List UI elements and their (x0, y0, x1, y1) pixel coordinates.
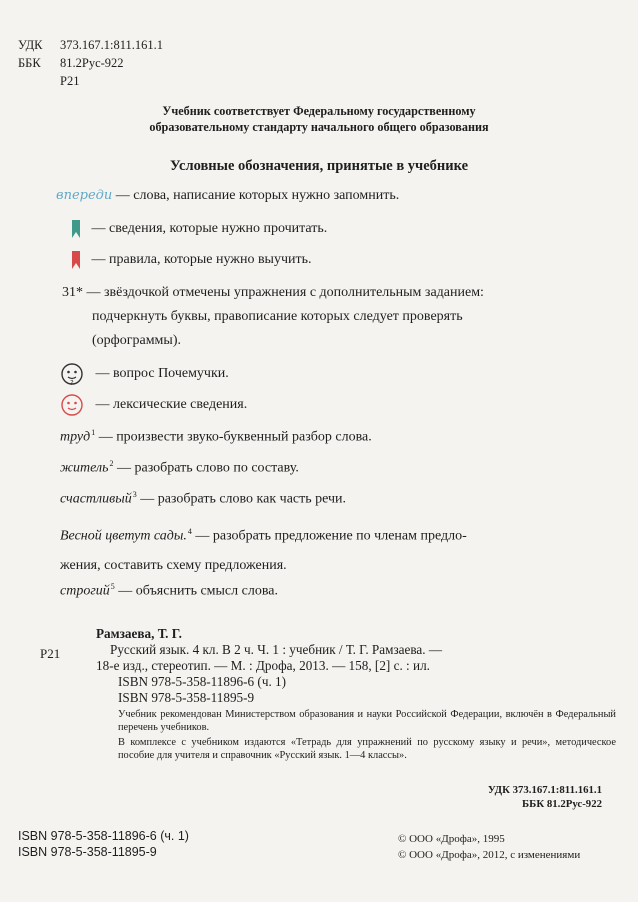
superscript: 1 (91, 428, 96, 437)
legend-text: — разобрать предложение по членам предло- (195, 528, 467, 544)
footer-isbn (18, 828, 189, 860)
legend-text: — объяснить смысл слова. (118, 583, 278, 599)
legend-item-meaning (60, 582, 278, 600)
author-mark: Р21 (60, 74, 80, 88)
bib-author: Рамзаева, Т. Г. (96, 626, 182, 641)
bib-line: 18-е изд., стереотип. — М. : Дрофа, 2013. — 158, [2] с. : ил. (96, 658, 430, 673)
copyright-line: © ООО «Дрофа», 2012, с изменениями (398, 849, 581, 861)
legend-text-cont: подчеркнуть буквы, правописание которых следует проверять (92, 309, 463, 324)
legend-item-why (60, 362, 229, 386)
legend-text-cont: жения, составить схему предложения. (60, 557, 287, 573)
bib-isbn: ISBN 978-5-358-11896-6 (ч. 1) (118, 674, 287, 689)
standard-note (0, 103, 638, 135)
example-word: житель (60, 460, 109, 476)
legend-item-memorize (56, 188, 399, 204)
legend-text: — лексические сведения. (95, 397, 248, 413)
bib-udk: УДК 373.167.1:811.161.1 (487, 784, 602, 796)
red-bookmark-icon (72, 251, 80, 269)
bib-bbk: ББК 81.2Рус-922 (522, 798, 602, 810)
legend-text: — разобрать слово как часть речи. (140, 491, 347, 507)
legend-text: — сведения, которые нужно прочитать. (91, 221, 328, 237)
lexical-face-icon (60, 393, 84, 417)
superscript: 5 (110, 582, 115, 591)
legend-item-sentence (60, 517, 467, 580)
legend-item-read (72, 220, 327, 238)
copyright-line: © ООО «Дрофа», 1995 (398, 833, 505, 845)
example-sentence: Весной цветут сады. (60, 528, 187, 544)
legend-item-lexical (60, 393, 247, 417)
legend-item-part-of-speech (60, 490, 346, 508)
udk-label: УДК (18, 38, 43, 52)
bbk-label: ББК (18, 56, 41, 70)
udk-value: 373.167.1:811.161.1 (60, 38, 164, 52)
legend-text: — произвести звуко-буквенный разбор слова. (98, 429, 372, 445)
bib-complex: В комплексе с учебником издаются «Тетрадь для упражнений по русскому языку и речи», методическое пособие для учителя и справочник «Русский язык. 1—4 классы». (118, 737, 616, 761)
legend-text-cont: (орфограммы). (92, 333, 181, 348)
example-word: труд (60, 429, 91, 445)
bib-codes (488, 783, 602, 811)
conventions-title: Условные обозначения, принятые в учебнике (169, 158, 469, 174)
bib-isbn: ISBN 978-5-358-11895-9 (118, 690, 255, 705)
superscript: 2 (109, 459, 114, 468)
example-word: счастливый (60, 491, 132, 507)
bib-recommendation: Учебник рекомендован Министерством образования и науки Российской Федерации, включён в Федеральный перечень учебников. (118, 709, 616, 733)
copyright (398, 831, 580, 863)
svg-text:?: ? (70, 379, 74, 386)
standard-note-line: образовательному стандарту начального общего образования (149, 120, 489, 134)
pochemuchka-face-icon (60, 362, 84, 386)
legend-item-star (62, 281, 484, 353)
superscript: 4 (187, 527, 192, 536)
exercise-number: 31* (62, 285, 83, 300)
superscript: 3 (132, 490, 137, 499)
legend-text: — слова, написание которых нужно запомнить. (115, 188, 400, 203)
footer-isbn-line: ISBN 978-5-358-11896-6 (ч. 1) (18, 829, 189, 843)
bbk-value: 81.2Рус-922 (60, 56, 124, 70)
classification-codes (18, 36, 163, 90)
bib-mark: Р21 (40, 646, 61, 661)
legend-item-composition (60, 459, 299, 477)
example-word: строгий (60, 583, 110, 599)
legend-text: — разобрать слово по составу. (116, 460, 299, 476)
legend-item-rules (72, 251, 312, 269)
legend-item-phonetic (60, 428, 372, 446)
legend-text: — вопрос Почемучки. (95, 366, 229, 382)
standard-note-line: Учебник соответствует Федеральному государственному (162, 104, 476, 118)
teal-bookmark-icon (72, 220, 80, 238)
legend-text: — правила, которые нужно выучить. (91, 252, 312, 268)
handwritten-word: впереди (56, 188, 113, 203)
footer-isbn-line: ISBN 978-5-358-11895-9 (18, 845, 157, 859)
bibliographic-record (96, 626, 616, 762)
legend-text: — звёздочкой отмечены упражнения с дополнительным заданием: (86, 285, 484, 300)
bib-line: Русский язык. 4 кл. В 2 ч. Ч. 1 : учебник / Т. Г. Рамзаева. — (110, 642, 443, 657)
